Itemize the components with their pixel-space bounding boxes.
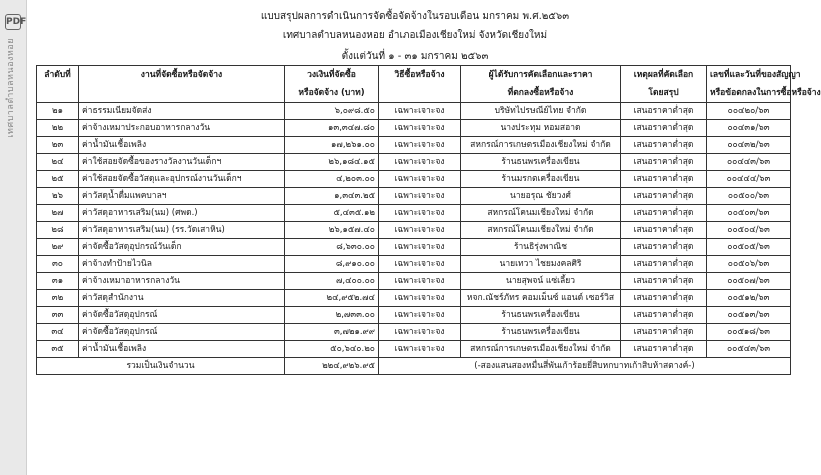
row-contract: ๐๐๕๐๔/๖๓ bbox=[707, 222, 791, 239]
row-reason: เสนอราคาต่ำสุด bbox=[621, 273, 707, 290]
row-contract: ๐๐๕๐๐/๖๓ bbox=[707, 188, 791, 205]
col-header-reason-2: โดยสรุป bbox=[621, 84, 707, 103]
row-budget: ๗,๔๐๐.๐๐ bbox=[285, 273, 379, 290]
row-no: ๓๓ bbox=[37, 307, 79, 324]
row-contract: ๐๐๕๐๓/๖๓ bbox=[707, 205, 791, 222]
row-method: เฉพาะเจาะจง bbox=[379, 188, 461, 205]
row-vendor: ร้านธนพรเครื่องเขียน bbox=[461, 324, 621, 341]
row-vendor: หจก.ณัชร์ภัทร คอมเม็นซ์ แอนด์ เซอร์วิส bbox=[461, 290, 621, 307]
table-header-row bbox=[37, 66, 791, 85]
row-method: เฉพาะเจาะจง bbox=[379, 137, 461, 154]
row-reason: เสนอราคาต่ำสุด bbox=[621, 137, 707, 154]
row-item: ค่าจัดซื้อวัสดุอุปกรณ์ bbox=[79, 324, 285, 341]
row-item: ค่าวัสดุอาหารเสริม(นม) (รร.วัดเสาหิน) bbox=[79, 222, 285, 239]
row-no: ๒๙ bbox=[37, 239, 79, 256]
table-row bbox=[37, 171, 791, 188]
document-page bbox=[30, 0, 821, 475]
row-no: ๓๐ bbox=[37, 256, 79, 273]
row-budget: ๓,๗๒๑.๙๙ bbox=[285, 324, 379, 341]
row-item: ค่าน้ำมันเชื้อเพลิง bbox=[79, 137, 285, 154]
row-budget: ๕,๔๓๕.๑๒ bbox=[285, 205, 379, 222]
row-budget: ๒๔,๙๕๒.๗๔ bbox=[285, 290, 379, 307]
row-vendor: สหกรณ์การเกษตรเมืองเชียงใหม่ จำกัด bbox=[461, 137, 621, 154]
pdf-icon[interactable]: PDF bbox=[5, 14, 21, 30]
row-item: ค่าจ้างทำป้ายไวนิล bbox=[79, 256, 285, 273]
doc-org: เทศบาลตำบลหนองหอย อำเภอเมืองเชียงใหม่ จังหวัดเชียงใหม่ bbox=[282, 30, 548, 41]
row-contract: ๐๐๕๐๖/๖๓ bbox=[707, 256, 791, 273]
row-item: ค่าวัสดุสำนักงาน bbox=[79, 290, 285, 307]
row-no: ๒๖ bbox=[37, 188, 79, 205]
row-reason: เสนอราคาต่ำสุด bbox=[621, 154, 707, 171]
row-reason: เสนอราคาต่ำสุด bbox=[621, 239, 707, 256]
total-amount: ๒๒๔,๙๒๖.๙๕ bbox=[285, 358, 379, 375]
row-no: ๒๑ bbox=[37, 103, 79, 120]
row-vendor: ร้านธนพรเครื่องเขียน bbox=[461, 307, 621, 324]
row-item: ค่าธรรมเนียมจัดส่ง bbox=[79, 103, 285, 120]
col-header-reason: เหตุผลที่คัดเลือก bbox=[621, 66, 707, 85]
row-item: ค่าใช้สอยจัดซื้อวัสดุและอุปกรณ์งานวันเด็กฯ bbox=[79, 171, 285, 188]
total-words: (-สองแสนสองหมื่นสี่พันเก้าร้อยยี่สิบหกบาทเก้าสิบห้าสตางค์-) bbox=[379, 358, 791, 375]
row-no: ๓๕ bbox=[37, 341, 79, 358]
row-method: เฉพาะเจาะจง bbox=[379, 222, 461, 239]
table-row bbox=[37, 324, 791, 341]
row-contract: ๐๐๕๐๕/๖๓ bbox=[707, 239, 791, 256]
row-method: เฉพาะเจาะจง bbox=[379, 154, 461, 171]
col-header-contract-2: หรือข้อตกลงในการซื้อหรือจ้าง bbox=[707, 84, 791, 103]
col-header-contract: เลขที่และวันที่ของสัญญา bbox=[707, 66, 791, 85]
table-row bbox=[37, 341, 791, 358]
row-item: ค่าจัดซื้อวัสดุอุปกรณ์ bbox=[79, 307, 285, 324]
row-item: ค่าวัสดุน้ำดื่มแพคบาลฯ bbox=[79, 188, 285, 205]
row-item: ค่าจ้างเหมาอาหารกลางวัน bbox=[79, 273, 285, 290]
row-budget: ๕๐,๖๔๐.๒๐ bbox=[285, 341, 379, 358]
row-no: ๒๒ bbox=[37, 120, 79, 137]
row-budget: ๒,๗๓๓.๐๐ bbox=[285, 307, 379, 324]
row-method: เฉพาะเจาะจง bbox=[379, 273, 461, 290]
row-no: ๒๓ bbox=[37, 137, 79, 154]
row-contract: ๐๐๕๑๓/๖๓ bbox=[707, 307, 791, 324]
table-row bbox=[37, 256, 791, 273]
doc-title: แบบสรุปผลการดำเนินการจัดซื้อจัดจ้างในรอบเดือน มกราคม พ.ศ.๒๕๖๓ bbox=[260, 11, 570, 22]
row-method: เฉพาะเจาะจง bbox=[379, 120, 461, 137]
row-contract: ๐๐๔๓๒/๖๓ bbox=[707, 137, 791, 154]
procurement-table bbox=[36, 65, 821, 375]
doc-period: ตั้งแต่วันที่ ๑ - ๓๑ มกราคม ๒๕๖๓ bbox=[341, 51, 489, 62]
row-budget: ๘,๙๑๐.๐๐ bbox=[285, 256, 379, 273]
row-contract: ๐๐๔๔๔/๖๓ bbox=[707, 171, 791, 188]
row-vendor: นางประทุม หอมสอาด bbox=[461, 120, 621, 137]
row-method: เฉพาะเจาะจง bbox=[379, 256, 461, 273]
viewer-side-label: เทศบาลตำบลหนองหอย bbox=[6, 38, 16, 138]
row-method: เฉพาะเจาะจง bbox=[379, 171, 461, 188]
row-no: ๓๑ bbox=[37, 273, 79, 290]
table-row bbox=[37, 239, 791, 256]
row-budget: ๑,๓๔๓.๒๕ bbox=[285, 188, 379, 205]
row-contract: ๐๐๕๑๘/๖๓ bbox=[707, 324, 791, 341]
row-reason: เสนอราคาต่ำสุด bbox=[621, 324, 707, 341]
row-method: เฉพาะเจาะจง bbox=[379, 324, 461, 341]
row-contract: ๐๐๕๑๒/๖๓ bbox=[707, 290, 791, 307]
col-header-no: ลำดับที่ bbox=[37, 66, 79, 85]
table-row bbox=[37, 120, 791, 137]
row-budget: ๔,๒๐๓.๐๐ bbox=[285, 171, 379, 188]
row-no: ๒๔ bbox=[37, 154, 79, 171]
row-reason: เสนอราคาต่ำสุด bbox=[621, 188, 707, 205]
table-header-row-2 bbox=[37, 84, 791, 103]
table-row bbox=[37, 188, 791, 205]
col-header-budget: วงเงินที่จัดซื้อ bbox=[285, 66, 379, 85]
col-header-method: วิธีซื้อหรือจ้าง bbox=[379, 66, 461, 85]
row-reason: เสนอราคาต่ำสุด bbox=[621, 205, 707, 222]
row-vendor: นายเทวา ไชยมงคลศิริ bbox=[461, 256, 621, 273]
row-method: เฉพาะเจาะจง bbox=[379, 290, 461, 307]
table-row bbox=[37, 154, 791, 171]
row-vendor: สหกรณ์โคนมเชียงใหม่ จำกัด bbox=[461, 205, 621, 222]
row-reason: เสนอราคาต่ำสุด bbox=[621, 171, 707, 188]
row-contract: ๐๐๔๔๓/๖๓ bbox=[707, 154, 791, 171]
row-reason: เสนอราคาต่ำสุด bbox=[621, 103, 707, 120]
col-header-budget-2: หรือจัดจ้าง (บาท) bbox=[285, 84, 379, 103]
row-budget: ๑๗,๒๖๑.๐๐ bbox=[285, 137, 379, 154]
table-row bbox=[37, 307, 791, 324]
col-header-winner: ผู้ได้รับการคัดเลือกและราคา bbox=[461, 66, 621, 85]
row-reason: เสนอราคาต่ำสุด bbox=[621, 120, 707, 137]
row-no: ๒๗ bbox=[37, 205, 79, 222]
row-no: ๓๒ bbox=[37, 290, 79, 307]
row-reason: เสนอราคาต่ำสุด bbox=[621, 256, 707, 273]
row-no: ๓๔ bbox=[37, 324, 79, 341]
total-row bbox=[37, 358, 791, 375]
row-item: ค่าใช้สอยจัดซื้อของรางวัลงานวันเด็กฯ bbox=[79, 154, 285, 171]
row-reason: เสนอราคาต่ำสุด bbox=[621, 222, 707, 239]
row-contract: ๐๐๕๔๓/๖๓ bbox=[707, 341, 791, 358]
row-no: ๒๕ bbox=[37, 171, 79, 188]
table-row bbox=[37, 222, 791, 239]
row-method: เฉพาะเจาะจง bbox=[379, 103, 461, 120]
row-item: ค่าน้ำมันเชื้อเพลิง bbox=[79, 341, 285, 358]
row-vendor: ร้านธิรุ่งพาณิช bbox=[461, 239, 621, 256]
table-row bbox=[37, 205, 791, 222]
row-budget: ๘,๖๓๐.๐๐ bbox=[285, 239, 379, 256]
row-vendor: ร้านมรกตเครื่องเขียน bbox=[461, 171, 621, 188]
row-no: ๒๘ bbox=[37, 222, 79, 239]
total-label: รวมเป็นเงินจำนวน bbox=[37, 358, 285, 375]
row-method: เฉพาะเจาะจง bbox=[379, 239, 461, 256]
row-reason: เสนอราคาต่ำสุด bbox=[621, 307, 707, 324]
col-header-winner-2: ที่ตกลงซื้อหรือจ้าง bbox=[461, 84, 621, 103]
viewer-sidebar bbox=[0, 0, 27, 475]
row-vendor: สหกรณ์การเกษตรเมืองเชียงใหม่ จำกัด bbox=[461, 341, 621, 358]
row-budget: ๒๖,๑๕๗.๔๐ bbox=[285, 222, 379, 239]
row-method: เฉพาะเจาะจง bbox=[379, 307, 461, 324]
row-vendor: ร้านธนพรเครื่องเขียน bbox=[461, 154, 621, 171]
row-method: เฉพาะเจาะจง bbox=[379, 341, 461, 358]
row-vendor: บริษัทไปรษณีย์ไทย จำกัด bbox=[461, 103, 621, 120]
table-row bbox=[37, 103, 791, 120]
row-vendor: นายอรุณ ชัยวงศ์ bbox=[461, 188, 621, 205]
row-reason: เสนอราคาต่ำสุด bbox=[621, 290, 707, 307]
row-budget: ๒๖,๑๘๔.๑๕ bbox=[285, 154, 379, 171]
row-item: ค่าจัดซื้อวัสดุอุปกรณ์วันเด็ก bbox=[79, 239, 285, 256]
table-row bbox=[37, 137, 791, 154]
row-contract: ๐๐๔๒๐/๖๓ bbox=[707, 103, 791, 120]
row-contract: ๐๐๔๓๑/๖๓ bbox=[707, 120, 791, 137]
row-reason: เสนอราคาต่ำสุด bbox=[621, 341, 707, 358]
row-vendor: นายสุพจน์ แซ่เลี้ยว bbox=[461, 273, 621, 290]
row-method: เฉพาะเจาะจง bbox=[379, 205, 461, 222]
col-header-item: งานที่จัดซื้อหรือจัดจ้าง bbox=[79, 66, 285, 85]
row-budget: ๖,๐๙๘.๕๐ bbox=[285, 103, 379, 120]
row-budget: ๑๓,๓๔๗.๘๐ bbox=[285, 120, 379, 137]
row-contract: ๐๐๕๐๗/๖๓ bbox=[707, 273, 791, 290]
table-row bbox=[37, 290, 791, 307]
row-vendor: สหกรณ์โคนมเชียงใหม่ จำกัด bbox=[461, 222, 621, 239]
table-row bbox=[37, 273, 791, 290]
row-item: ค่าจ้างเหมาประกอบอาหารกลางวัน bbox=[79, 120, 285, 137]
row-item: ค่าวัสดุอาหารเสริม(นม) (ศพด.) bbox=[79, 205, 285, 222]
